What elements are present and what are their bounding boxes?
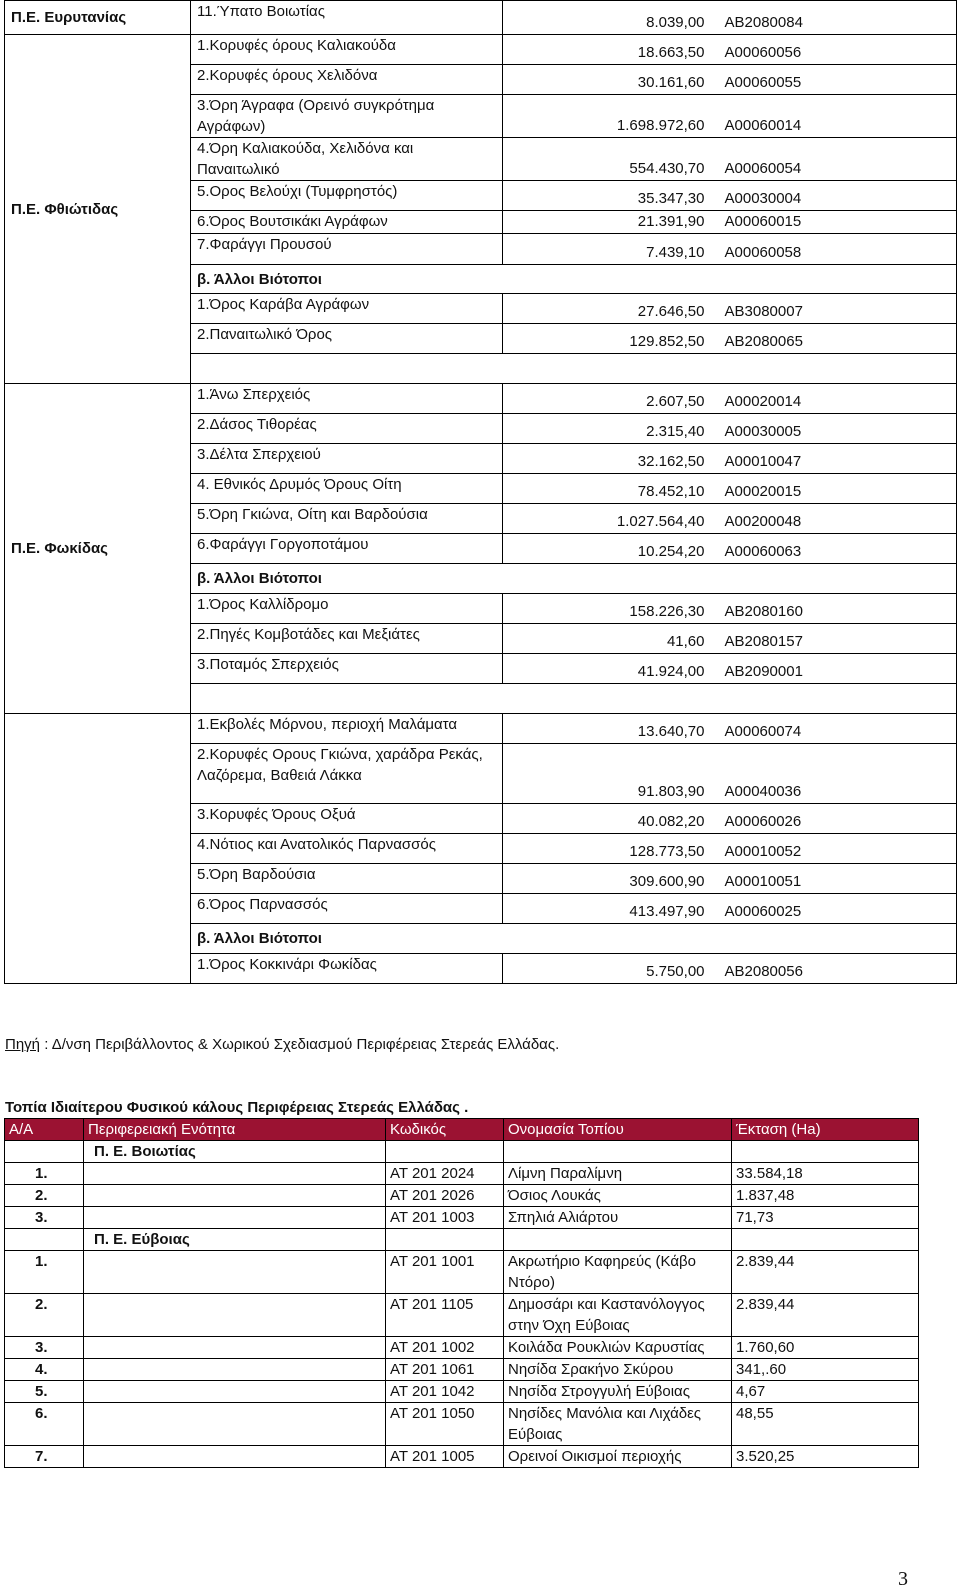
table-row	[5, 1294, 919, 1337]
code-cell: A00200048	[715, 504, 957, 534]
code-cell: A00020015	[715, 474, 957, 504]
area-cell: 8.039,00	[503, 1, 715, 35]
name-cell: Δημοσάρι και Καστανόλογγος στην Όχη Εύβοιας	[504, 1294, 732, 1337]
site-name-cell: 6.Όρος Παρνασσός	[191, 894, 503, 924]
code-cell: ΑΤ 201 1061	[386, 1359, 504, 1381]
unit-cell	[84, 1251, 386, 1294]
area-cell: 2.839,44	[732, 1294, 919, 1337]
area-cell: 18.663,50	[503, 35, 715, 65]
code-cell: A00060054	[715, 138, 957, 181]
code-cell: AB2080084	[715, 1, 957, 35]
site-name-cell: 2.Πηγές Κομβοτάδες και Μεξιάτες	[191, 624, 503, 654]
code-cell: AB2080157	[715, 624, 957, 654]
area-cell: 71,73	[732, 1207, 919, 1229]
site-name-cell: 2.Παναιτωλικό Όρος	[191, 324, 503, 354]
region-cell: Π.Ε. Φωκίδας	[5, 384, 191, 714]
unit-cell	[84, 1446, 386, 1468]
code-cell: ΑΤ 201 1105	[386, 1294, 504, 1337]
code-cell: A00060026	[715, 804, 957, 834]
code-cell: AB2080065	[715, 324, 957, 354]
code-cell: ΑΤ 201 2024	[386, 1163, 504, 1185]
number-cell: 6.	[5, 1403, 84, 1446]
subsection-heading: β. Άλλοι Βιότοποι	[191, 265, 957, 294]
code-cell: A00060058	[715, 234, 957, 265]
site-name-cell: 5.Όρη Βαρδούσια	[191, 864, 503, 894]
area-cell: 35.347,30	[503, 181, 715, 211]
name-cell: Όσιος Λουκάς	[504, 1185, 732, 1207]
code-cell: A00010047	[715, 444, 957, 474]
area-cell: 413.497,90	[503, 894, 715, 924]
column-header: Ονομασία Τοπίου	[504, 1119, 732, 1141]
site-name-cell: 5.Ορος Βελούχι (Τυμφρηστός)	[191, 181, 503, 211]
site-name-cell: 1.Όρος Καράβα Αγράφων	[191, 294, 503, 324]
table-row	[5, 35, 957, 65]
area-cell	[732, 1229, 919, 1251]
code-cell: A00060074	[715, 714, 957, 744]
table-row	[5, 1446, 919, 1468]
unit-cell	[84, 1163, 386, 1185]
area-cell: 27.646,50	[503, 294, 715, 324]
area-cell: 4,67	[732, 1381, 919, 1403]
table-row	[5, 714, 957, 744]
protected-areas-table	[4, 0, 957, 984]
site-name-cell: 1.Όρος Κοκκινάρι Φωκίδας	[191, 954, 503, 984]
name-cell	[504, 1229, 732, 1251]
site-name-cell: 3.Ποταμός Σπερχειός	[191, 654, 503, 684]
table-row	[5, 1337, 919, 1359]
area-cell: 7.439,10	[503, 234, 715, 265]
name-cell: Σπηλιά Αλιάρτου	[504, 1207, 732, 1229]
area-cell: 40.082,20	[503, 804, 715, 834]
site-name-cell: 4. Εθνικός Δρυμός Όρους Οίτη	[191, 474, 503, 504]
area-cell: 158.226,30	[503, 594, 715, 624]
area-cell: 128.773,50	[503, 834, 715, 864]
code-cell: AB3080007	[715, 294, 957, 324]
code-cell: A00020014	[715, 384, 957, 414]
area-cell: 41,60	[503, 624, 715, 654]
site-name-cell: 4.Όρη Καλιακούδα, Χελιδόνα και Παναιτωλικό	[191, 138, 503, 181]
column-header: Α/Α	[5, 1119, 84, 1141]
table-row	[5, 384, 957, 414]
site-name-cell: 6.Φαράγγι Γοργοποτάμου	[191, 534, 503, 564]
area-cell: 554.430,70	[503, 138, 715, 181]
number-cell: 7.	[5, 1446, 84, 1468]
region-cell	[5, 714, 191, 984]
table-row	[5, 1, 957, 35]
area-cell: 2.315,40	[503, 414, 715, 444]
site-name-cell: 1.Εκβολές Μόρνου, περιοχή Μαλάματα	[191, 714, 503, 744]
area-cell: 21.391,90	[503, 211, 715, 234]
number-cell: 5.	[5, 1381, 84, 1403]
site-name-cell: 2.Κορυφές Ορους Γκιώνα, χαράδρα Ρεκάς, Λαζόρεμα, Βαθειά Λάκκα	[191, 744, 503, 804]
site-name-cell: 3.Δέλτα Σπερχειού	[191, 444, 503, 474]
page-number: 3	[898, 1568, 908, 1590]
unit-cell	[84, 1294, 386, 1337]
area-cell: 2.607,50	[503, 384, 715, 414]
code-cell	[386, 1229, 504, 1251]
site-name-cell: 7.Φαράγγι Προυσού	[191, 234, 503, 265]
name-cell: Κοιλάδα Ρουκλιών Καρυστίας	[504, 1337, 732, 1359]
name-cell: Νησίδα Σρακήνο Σκύρου	[504, 1359, 732, 1381]
subsection-heading: β. Άλλοι Βιότοποι	[191, 564, 957, 594]
table-row	[5, 1359, 919, 1381]
area-cell: 1.760,60	[732, 1337, 919, 1359]
table-row	[5, 1381, 919, 1403]
unit-cell	[84, 1403, 386, 1446]
code-cell: ΑΤ 201 1003	[386, 1207, 504, 1229]
code-cell: ΑΤ 201 1050	[386, 1403, 504, 1446]
table-row	[5, 1229, 919, 1251]
table-row	[5, 1403, 919, 1446]
area-cell: 48,55	[732, 1403, 919, 1446]
area-cell: 13.640,70	[503, 714, 715, 744]
code-cell: A00010052	[715, 834, 957, 864]
area-cell: 3.520,25	[732, 1446, 919, 1468]
table-row	[5, 1141, 919, 1163]
area-cell: 32.162,50	[503, 444, 715, 474]
code-cell: A00040036	[715, 744, 957, 804]
group-heading: Π. Ε. Εύβοιας	[84, 1229, 386, 1251]
region-cell: Π.Ε. Φθιώτιδας	[5, 35, 191, 384]
name-cell	[504, 1141, 732, 1163]
site-name-cell: 4.Νότιος και Ανατολικός Παρνασσός	[191, 834, 503, 864]
unit-cell	[84, 1185, 386, 1207]
code-cell	[386, 1141, 504, 1163]
unit-cell	[84, 1381, 386, 1403]
code-cell: ΑΤ 201 1001	[386, 1251, 504, 1294]
site-name-cell: 5.Όρη Γκιώνα, Οίτη και Βαρδούσια	[191, 504, 503, 534]
group-heading: Π. Ε. Βοιωτίας	[84, 1141, 386, 1163]
table-row	[5, 1207, 919, 1229]
code-cell: A00010051	[715, 864, 957, 894]
area-cell: 91.803,90	[503, 744, 715, 804]
area-cell: 2.839,44	[732, 1251, 919, 1294]
site-name-cell: 1.Άνω Σπερχειός	[191, 384, 503, 414]
code-cell: A00060015	[715, 211, 957, 234]
site-name-cell: 3.Όρη Άγραφα (Ορεινό συγκρότημα Αγράφων)	[191, 95, 503, 138]
area-cell: 33.584,18	[732, 1163, 919, 1185]
empty-cell	[191, 684, 957, 714]
area-cell: 129.852,50	[503, 324, 715, 354]
area-cell: 309.600,90	[503, 864, 715, 894]
area-cell: 30.161,60	[503, 65, 715, 95]
area-cell: 78.452,10	[503, 474, 715, 504]
column-header: Περιφερειακή Ενότητα	[84, 1119, 386, 1141]
code-cell: A00060025	[715, 894, 957, 924]
code-cell: AB2080160	[715, 594, 957, 624]
region-cell: Π.Ε. Ευρυτανίας	[5, 1, 191, 35]
table-row	[5, 1185, 919, 1207]
area-cell: 10.254,20	[503, 534, 715, 564]
area-cell: 1.698.972,60	[503, 95, 715, 138]
area-cell: 1.027.564,40	[503, 504, 715, 534]
column-header: Κωδικός	[386, 1119, 504, 1141]
number-cell: 2.	[5, 1185, 84, 1207]
column-header: Έκταση (Ha)	[732, 1119, 919, 1141]
source-label: Πηγή	[5, 1036, 41, 1053]
name-cell: Ακρωτήριο Καφηρεύς (Κάβο Ντόρο)	[504, 1251, 732, 1294]
number-cell: 3.	[5, 1337, 84, 1359]
landscapes-table-title: Τοπία Ιδιαίτερου Φυσικού κάλους Περιφέρειας Στερεάς Ελλάδας .	[5, 1099, 469, 1116]
area-cell: 41.924,00	[503, 654, 715, 684]
code-cell: A00060014	[715, 95, 957, 138]
code-cell: A00030004	[715, 181, 957, 211]
unit-cell	[84, 1359, 386, 1381]
number-cell: 2.	[5, 1294, 84, 1337]
empty-cell	[191, 354, 957, 384]
site-name-cell: 2.Κορυφές όρους Χελιδόνα	[191, 65, 503, 95]
number-cell: 1.	[5, 1251, 84, 1294]
site-name-cell: 2.Δάσος Τιθορέας	[191, 414, 503, 444]
number-cell	[5, 1229, 84, 1251]
code-cell: AB2080056	[715, 954, 957, 984]
code-cell: ΑΤ 201 1005	[386, 1446, 504, 1468]
code-cell: AB2090001	[715, 654, 957, 684]
number-cell: 3.	[5, 1207, 84, 1229]
area-cell: 341,.60	[732, 1359, 919, 1381]
name-cell: Ορεινοί Οικισμοί περιοχής	[504, 1446, 732, 1468]
name-cell: Νησίδες Μανόλια και Λιχάδες Εύβοιας	[504, 1403, 732, 1446]
site-name-cell: 6.Όρος Βουτσικάκι Αγράφων	[191, 211, 503, 234]
code-cell: ΑΤ 201 2026	[386, 1185, 504, 1207]
number-cell	[5, 1141, 84, 1163]
name-cell: Νησίδα Στρογγυλή Εύβοιας	[504, 1381, 732, 1403]
area-cell: 1.837,48	[732, 1185, 919, 1207]
code-cell: A00060055	[715, 65, 957, 95]
code-cell: ΑΤ 201 1042	[386, 1381, 504, 1403]
site-name-cell: 1.Όρος Καλλίδρομο	[191, 594, 503, 624]
unit-cell	[84, 1207, 386, 1229]
code-cell: A00060056	[715, 35, 957, 65]
unit-cell	[84, 1337, 386, 1359]
source-text: : Δ/νση Περιβάλλοντος & Χωρικού Σχεδιασμού Περιφέρειας Στερεάς Ελλάδας.	[40, 1036, 560, 1053]
site-name-cell: 11.Ύπατο Βοιωτίας	[191, 1, 503, 35]
source-note	[5, 1034, 559, 1055]
subsection-heading: β. Άλλοι Βιότοποι	[191, 924, 957, 954]
code-cell: A00060063	[715, 534, 957, 564]
area-cell	[732, 1141, 919, 1163]
site-name-cell: 3.Κορυφές Όρους Οξυά	[191, 804, 503, 834]
table-row	[5, 1251, 919, 1294]
code-cell: ΑΤ 201 1002	[386, 1337, 504, 1359]
site-name-cell: 1.Κορυφές όρους Καλιακούδα	[191, 35, 503, 65]
number-cell: 4.	[5, 1359, 84, 1381]
number-cell: 1.	[5, 1163, 84, 1185]
table-row	[5, 1163, 919, 1185]
landscapes-table	[4, 1118, 919, 1468]
code-cell: A00030005	[715, 414, 957, 444]
area-cell: 5.750,00	[503, 954, 715, 984]
name-cell: Λίμνη Παραλίμνη	[504, 1163, 732, 1185]
